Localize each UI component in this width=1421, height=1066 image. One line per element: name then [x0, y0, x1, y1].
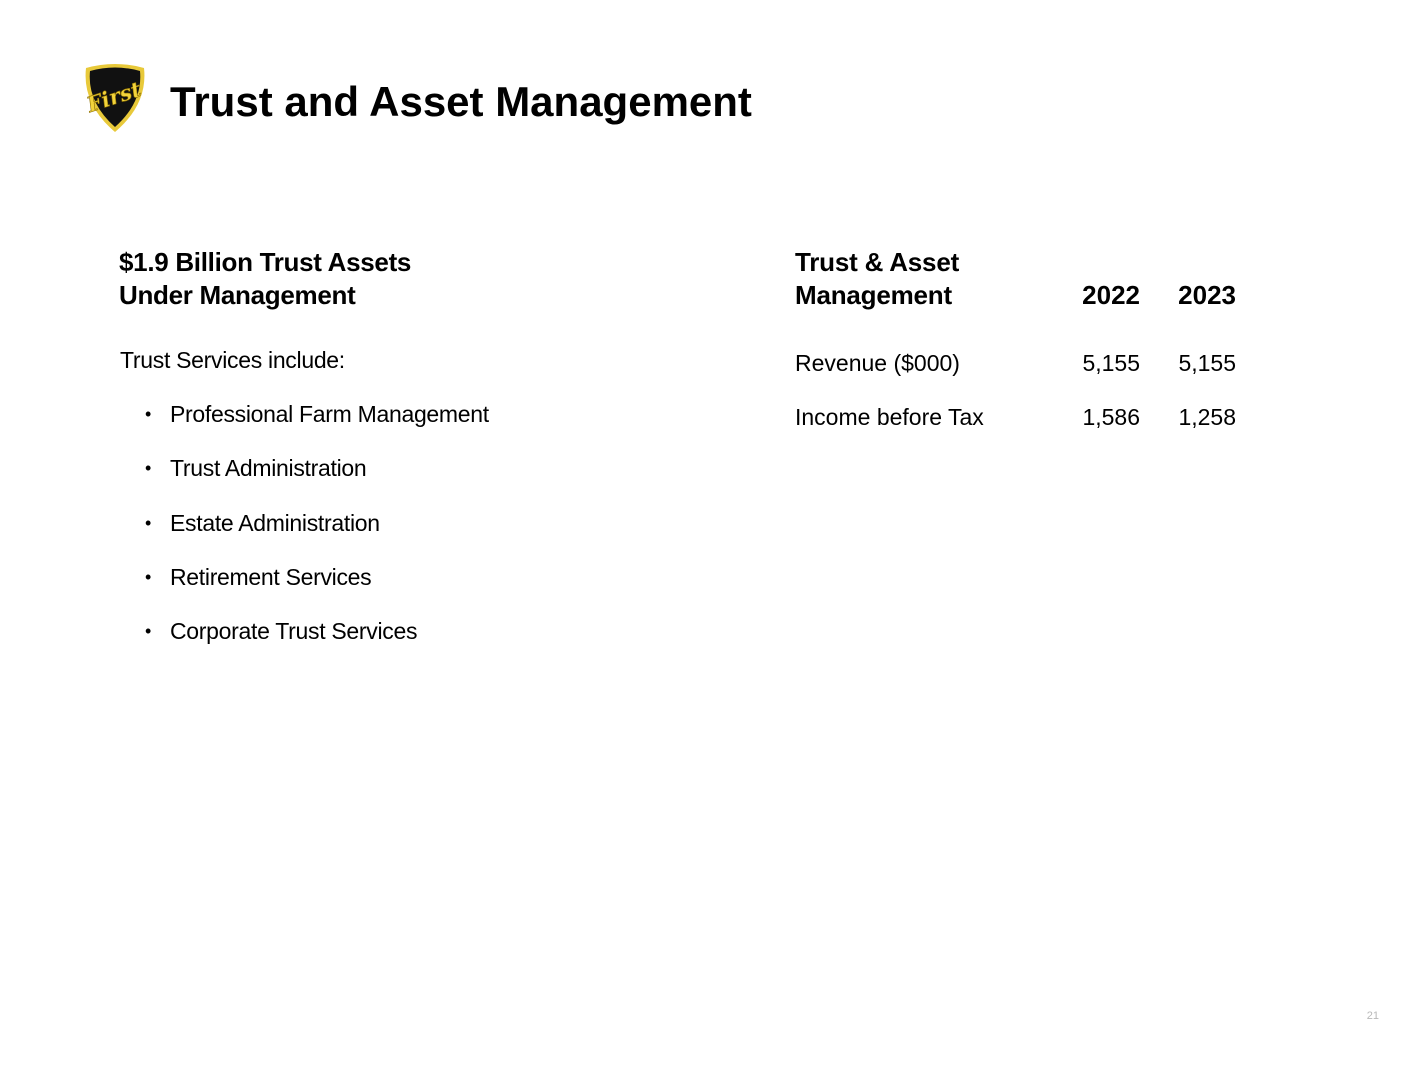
column-header-year: 2023 — [1178, 280, 1236, 310]
table-cell: 5,155 — [1082, 350, 1140, 376]
bullet-icon: • — [145, 512, 152, 533]
shield-logo-icon — [82, 60, 148, 134]
column-header-year: 2022 — [1082, 280, 1140, 310]
assets-heading — [119, 246, 411, 312]
list-item — [120, 453, 489, 507]
bullet-icon: • — [145, 621, 152, 642]
list-item — [120, 399, 489, 453]
row-label-revenue: Revenue ($000) — [795, 350, 960, 376]
table-heading-line1: Trust & Asset — [795, 247, 960, 277]
service-label: Corporate Trust Services — [170, 618, 418, 645]
company-logo — [82, 60, 148, 134]
list-item — [120, 508, 489, 562]
table-cell: 1,258 — [1178, 404, 1236, 430]
service-label: Professional Farm Management — [170, 401, 489, 427]
bullet-icon: • — [145, 404, 152, 424]
table-cell: 1,586 — [1082, 404, 1140, 430]
list-item — [120, 562, 489, 616]
service-label: Trust Administration — [170, 455, 367, 482]
assets-heading-line1: $1.9 Billion Trust Assets — [119, 247, 412, 277]
page-title: Trust and Asset Management — [170, 78, 752, 125]
service-label: Estate Administration — [170, 509, 380, 536]
bullet-icon: • — [145, 566, 152, 587]
bullet-icon: • — [145, 458, 152, 479]
row-label-income: Income before Tax — [795, 404, 984, 430]
assets-heading-line2: Under Management — [119, 280, 356, 310]
services-list — [120, 399, 489, 670]
service-label: Retirement Services — [170, 563, 372, 590]
services-intro: Trust Services include: — [120, 347, 345, 373]
logo-script-text: First — [83, 76, 145, 118]
table-heading-line2: Management — [795, 280, 952, 310]
table-heading — [795, 246, 959, 312]
list-item — [120, 616, 489, 670]
page-number: 21 — [1366, 1010, 1379, 1022]
table-cell: 5,155 — [1178, 350, 1236, 376]
